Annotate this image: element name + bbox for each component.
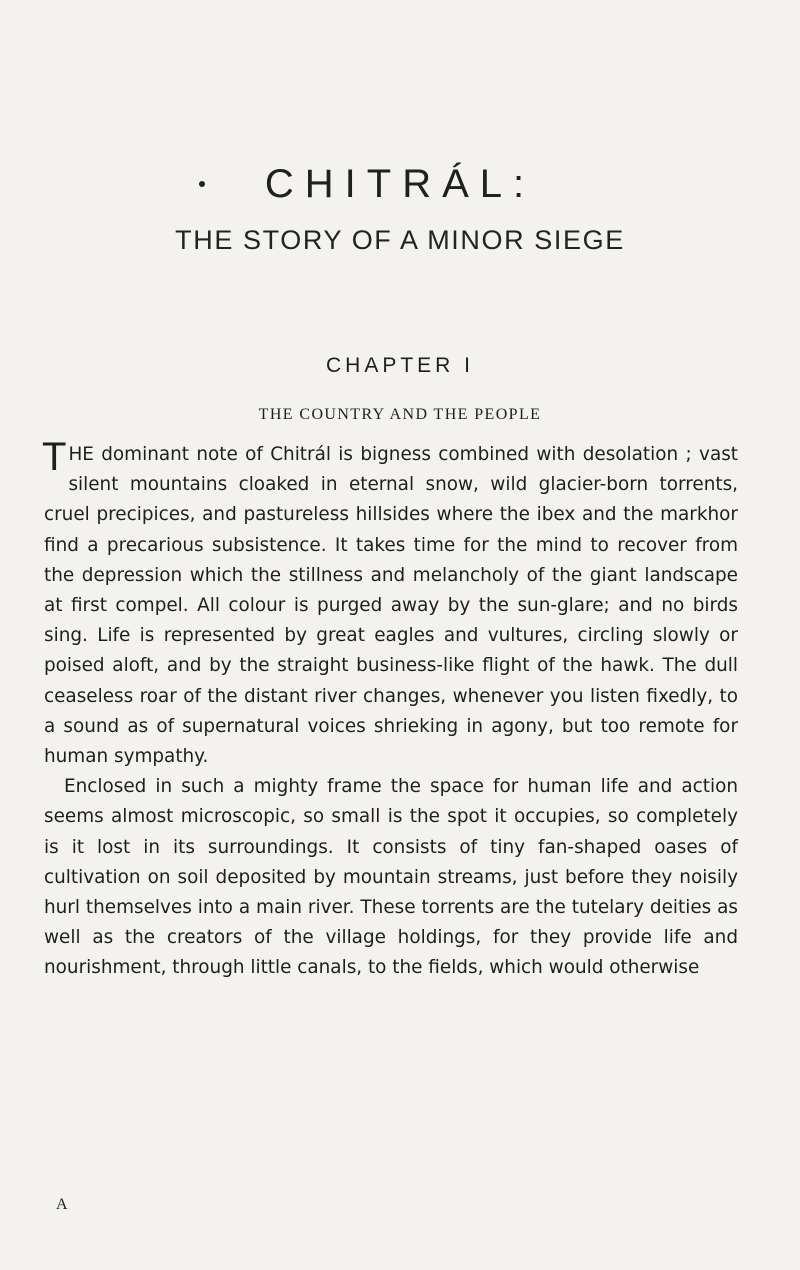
book-title: CHITRÁL: [264, 162, 536, 206]
body-text [42, 435, 738, 984]
signature-mark: A [56, 1196, 68, 1213]
drop-cap: T [42, 435, 67, 479]
chapter-label: CHAPTER I [325, 354, 474, 377]
book-subtitle: THE STORY OF A MINOR SIEGE [175, 225, 625, 255]
chapter-title: THE COUNTRY AND THE PEOPLE [258, 406, 542, 423]
paragraph-2: Enclosed in such a mighty frame the space for human life and action seems almost microscopic, so small is the spot it occupies, so completely is it lost in its surroundings. It consists of tiny fan-shaped oases of cultivation on soil deposited by mountain streams, just before they noisily hurl themselves into a main river. These torrents are the tutelary deities as well as the creators of the village holdings, for they provide life and nourishment, through little canals, to the fields, which would otherwise [44, 776, 738, 979]
paragraph-1 [42, 435, 738, 772]
paragraph-1-text: HE dominant note of Chitrál is bigness combined with desolation ; vast silent mountains cloaked in eternal snow, wild glacier-born torrents, cruel precipices, and pastureless hillsides where the ibex and the markhor find a precarious subsistence. It takes time for the mind to recover from the depression which the stillness and melancholy of the giant landscape at first compel. All colour is purged away by the sun-glare; and no birds sing. Life is represented by great eagles and vultures, circling slowly or poised aloft, and by the straight business-like flight of the hawk. The dull ceaseless roar of the distant river changes, whenever you listen fixedly, to a sound as of supernatural voices shrieking in agony, but too remote for human sympathy. [44, 444, 738, 768]
